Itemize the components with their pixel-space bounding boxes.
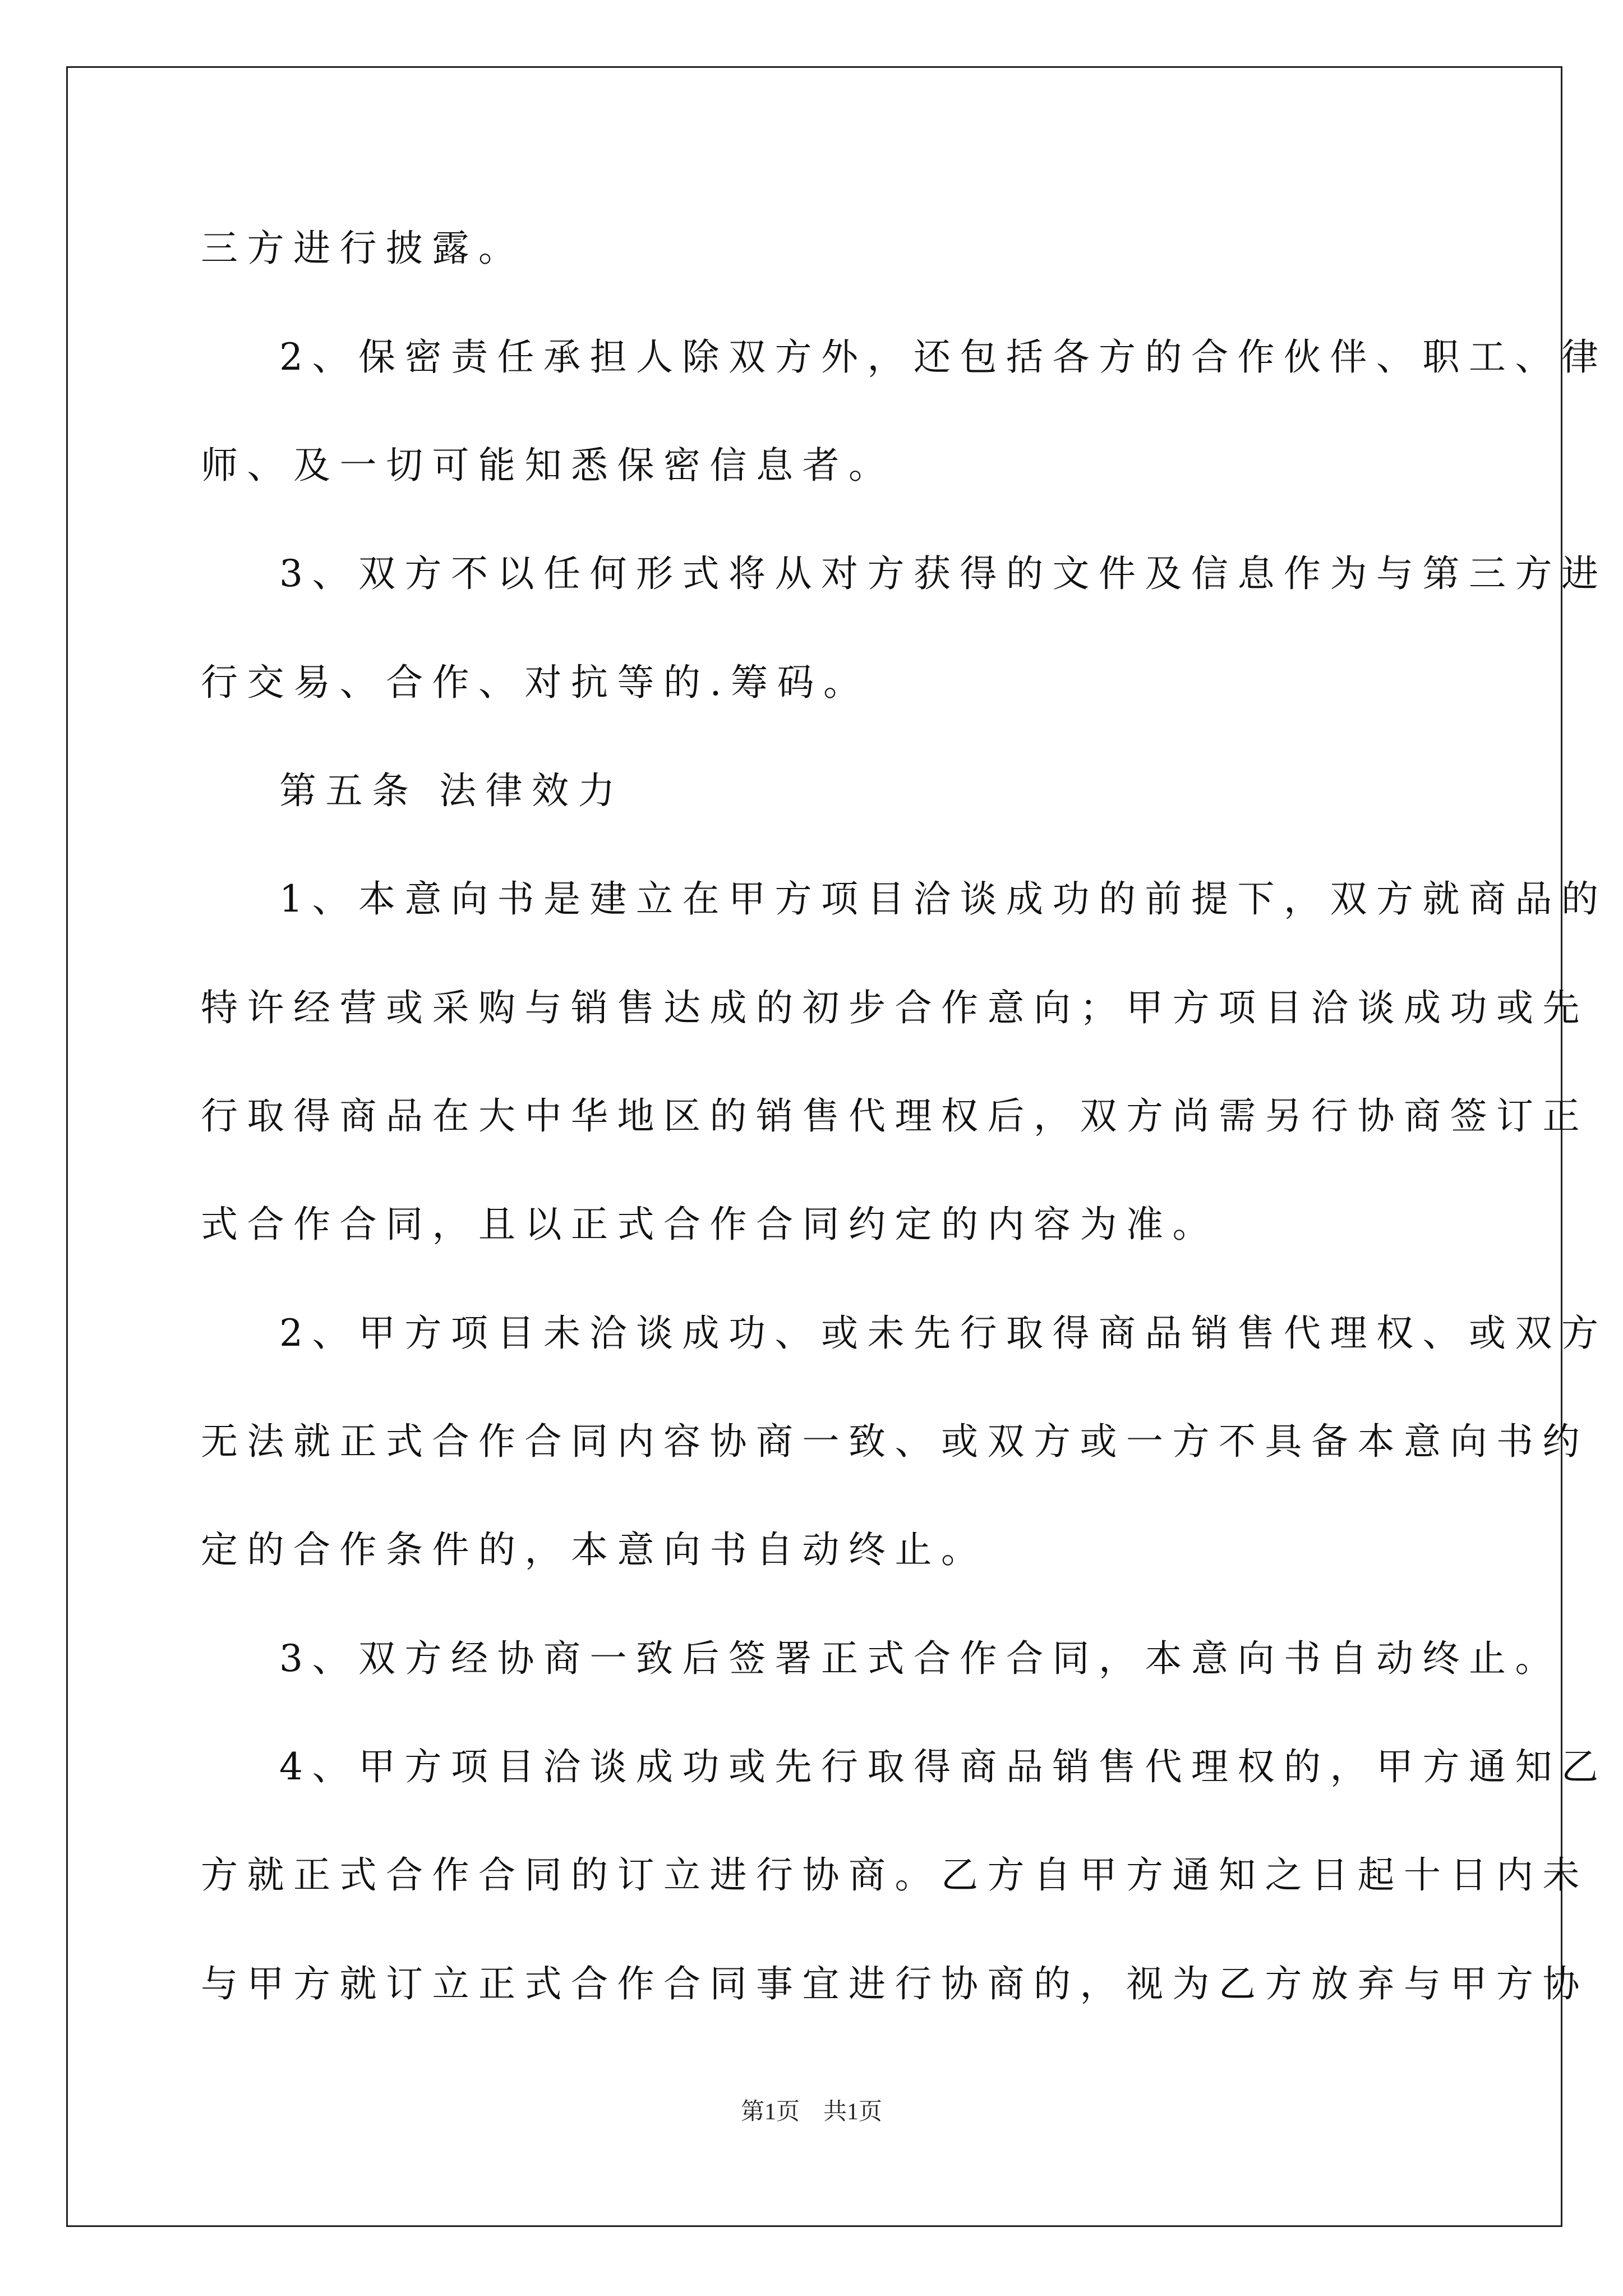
paragraph-line: 2、甲方项目未洽谈成功、或未先行取得商品销售代理权、或双方 (279, 1312, 1608, 1355)
paragraph-line: 三方进行披露。 (201, 227, 525, 270)
page-border (66, 66, 1608, 2227)
paragraph-line: 特许经营或采购与销售达成的初步合作意向；甲方项目洽谈成功或先 (201, 986, 1589, 1029)
paragraph-line: 式合作合同，且以正式合作合同约定的内容为准。 (201, 1203, 1219, 1246)
paragraph-line: 方就正式合作合同的订立进行协商。乙方自甲方通知之日起十日内未 (201, 1853, 1589, 1897)
paragraph-line: 行交易、合作、对抗等的.筹码。 (201, 661, 870, 704)
paragraph-line: 师、及一切可能知悉保密信息者。 (201, 444, 895, 487)
paragraph-line: 3、双方经协商一致后签署正式合作合同，本意向书自动终止。 (279, 1637, 1561, 1680)
page-number-footer: 第1页 共1页 (740, 2099, 882, 2125)
paragraph-line: 2、保密责任承担人除双方外，还包括各方的合作伙伴、职工、律 (279, 335, 1608, 379)
paragraph-line: 定的合作条件的，本意向书自动终止。 (201, 1528, 988, 1571)
section-heading: 第五条 法律效力 (279, 769, 624, 812)
paragraph-line: 行取得商品在大中华地区的销售代理权后，双方尚需另行协商签订正 (201, 1094, 1589, 1138)
paragraph-line: 1、本意向书是建立在甲方项目洽谈成功的前提下，双方就商品的 (279, 877, 1608, 921)
paragraph-line: 4、甲方项目洽谈成功或先行取得商品销售代理权的，甲方通知乙 (279, 1745, 1608, 1788)
paragraph-line: 3、双方不以任何形式将从对方获得的文件及信息作为与第三方进 (279, 552, 1608, 595)
paragraph-line: 无法就正式合作合同内容协商一致、或双方或一方不具备本意向书约 (201, 1420, 1589, 1463)
paragraph-line: 与甲方就订立正式合作合同事宜进行协商的，视为乙方放弃与甲方协 (201, 1962, 1589, 2005)
